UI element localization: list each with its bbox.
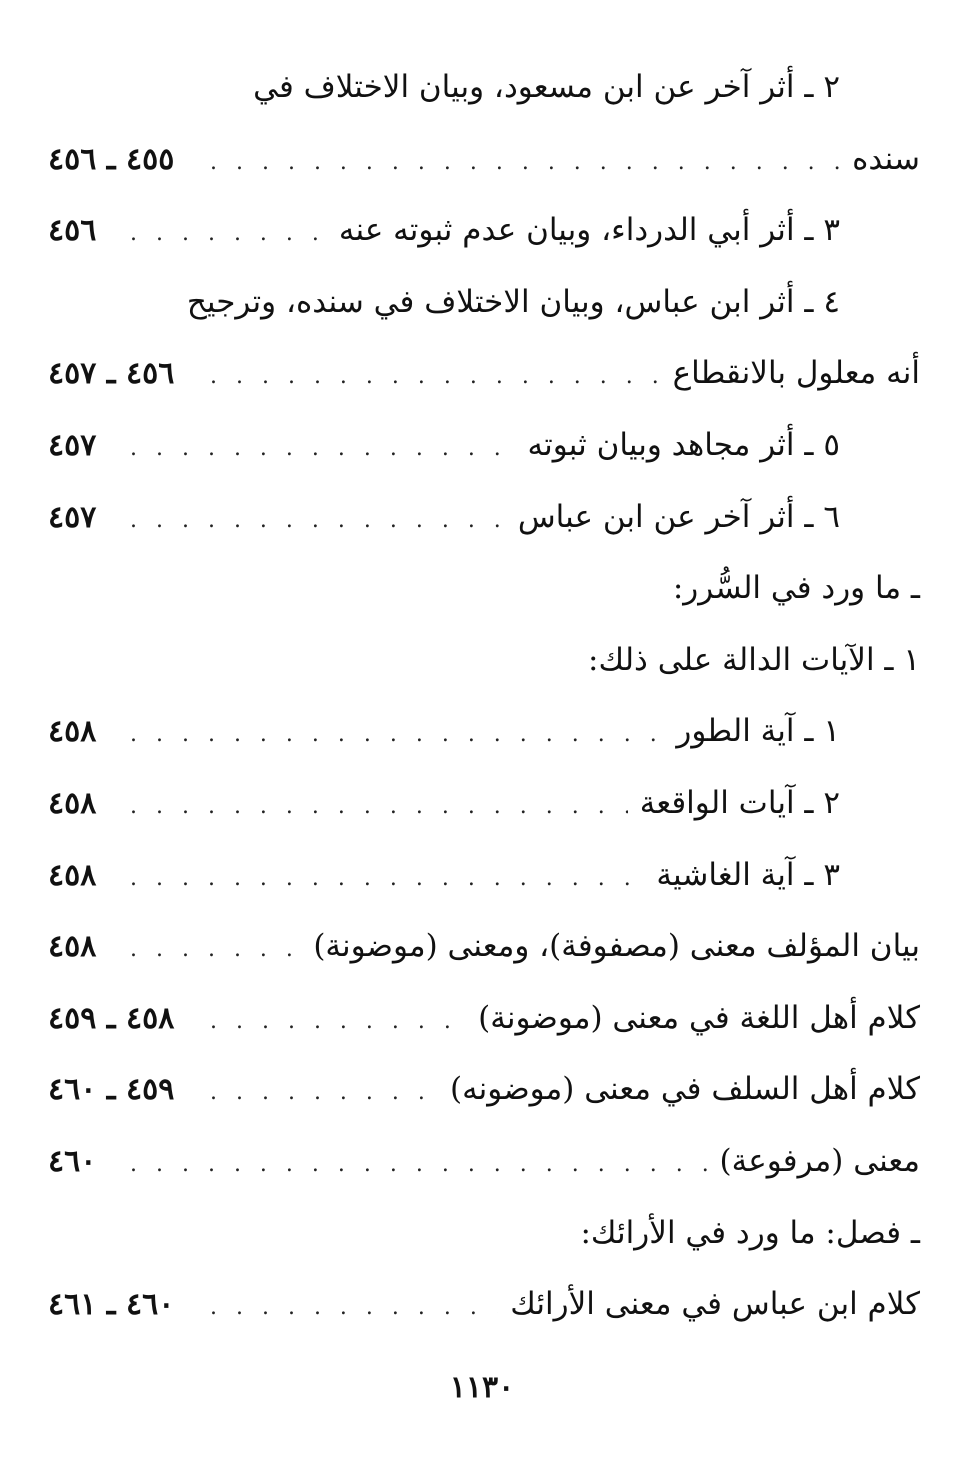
toc-entry-pages: ٤٦٠ [48, 1143, 97, 1179]
toc-entry [48, 1054, 920, 1126]
toc-entry-pages: ٤٥٥ ـ ٤٥٦ [48, 141, 175, 177]
toc-entry-title: ٤ ـ أثر ابن عباس، وبيان الاختلاف في سنده، وترجيح [186, 283, 840, 320]
toc-entry-pages: ٤٦٠ ـ ٤٦١ [48, 1287, 175, 1323]
toc-entry [48, 768, 920, 840]
leader-dots [130, 413, 516, 485]
toc-entry-pages: ٤٥٨ [48, 857, 97, 893]
toc-entry-pages: ٤٥٧ [48, 427, 97, 463]
leader-dots [210, 1272, 498, 1344]
toc-entry-title: كلام أهل السلف في معنى (موضونه) [449, 1071, 920, 1108]
toc-entry-title: كلام أهل اللغة في معنى (موضونة) [478, 999, 920, 1036]
leader-dots [130, 699, 664, 771]
toc-entry [48, 267, 920, 339]
leader-dots [210, 341, 661, 413]
toc-entry-title: ٢ ـ آيات الواقعة [639, 784, 840, 821]
toc-entry-title: ١ ـ آية الطور [676, 713, 840, 750]
toc-entry [48, 195, 920, 267]
toc-entry [48, 911, 920, 983]
toc-entry-pages: ٤٥٧ [48, 499, 97, 535]
toc-entry-title: ٥ ـ أثر مجاهد وبيان ثبوته [527, 426, 840, 463]
toc-entry-title: ١ ـ الآيات الدالة على ذلك: [588, 641, 920, 678]
leader-dots [210, 986, 466, 1058]
leader-dots [130, 1129, 708, 1201]
leader-dots [210, 127, 840, 199]
toc-entry-pages: ٤٥٦ ـ ٤٥٧ [48, 356, 175, 392]
leader-dots [130, 771, 628, 843]
toc-entry-title: سنده [852, 140, 920, 177]
toc-entry-title: ٣ ـ أثر أبي الدرداء، وبيان عدم ثبوته عنه [338, 212, 840, 249]
toc-entry-title: ٢ ـ أثر آخر عن ابن مسعود، وبيان الاختلاف في [253, 69, 840, 105]
toc-entry-title: ـ ما ورد في السُّرر: [672, 570, 920, 607]
toc-entry [48, 410, 920, 482]
toc-entry-title: أنه معلول بالانقطاع [672, 355, 920, 392]
toc-entry [48, 52, 920, 124]
toc-entry [48, 840, 920, 912]
toc-entry-pages: ٤٥٨ [48, 785, 97, 821]
leader-dots [130, 485, 506, 557]
toc-entry-title: ـ فصل: ما ورد في الأرائك: [580, 1214, 920, 1251]
toc-entry-pages: ٤٥٨ ـ ٤٥٩ [48, 1000, 175, 1036]
toc-entry-title: ٦ ـ أثر آخر عن ابن عباس [517, 498, 840, 535]
toc-section-heading [48, 1198, 920, 1270]
toc-entry [48, 482, 920, 554]
page-number: ١١٣٠ [449, 1370, 515, 1405]
toc-entry [48, 1126, 920, 1198]
toc-entry [48, 696, 920, 768]
toc-entry [48, 124, 920, 196]
toc-entry-pages: ٤٥٩ ـ ٤٦٠ [48, 1072, 175, 1108]
toc-entry-pages: ٤٥٨ [48, 714, 97, 750]
toc-entry-pages: ٤٥٨ [48, 929, 97, 965]
toc-entry [48, 338, 920, 410]
toc-entry-title: بيان المؤلف معنى (مصفوفة)، ومعنى (موضونة) [313, 928, 920, 965]
toc-entry-title: كلام ابن عباس في معنى الأرائك [510, 1286, 920, 1323]
leader-dots [130, 843, 644, 915]
table-of-contents [48, 52, 920, 1341]
toc-entry-title: معنى (مرفوعة) [719, 1142, 920, 1179]
leader-dots [130, 198, 327, 270]
toc-entry-pages: ٤٥٦ [48, 213, 97, 249]
leader-dots [130, 914, 301, 986]
toc-subsection-heading [48, 625, 920, 697]
toc-entry-title: ٣ ـ آية الغاشية [656, 856, 840, 893]
toc-entry [48, 1269, 920, 1341]
toc-section-heading [48, 553, 920, 625]
leader-dots [210, 1057, 438, 1129]
toc-entry [48, 983, 920, 1055]
